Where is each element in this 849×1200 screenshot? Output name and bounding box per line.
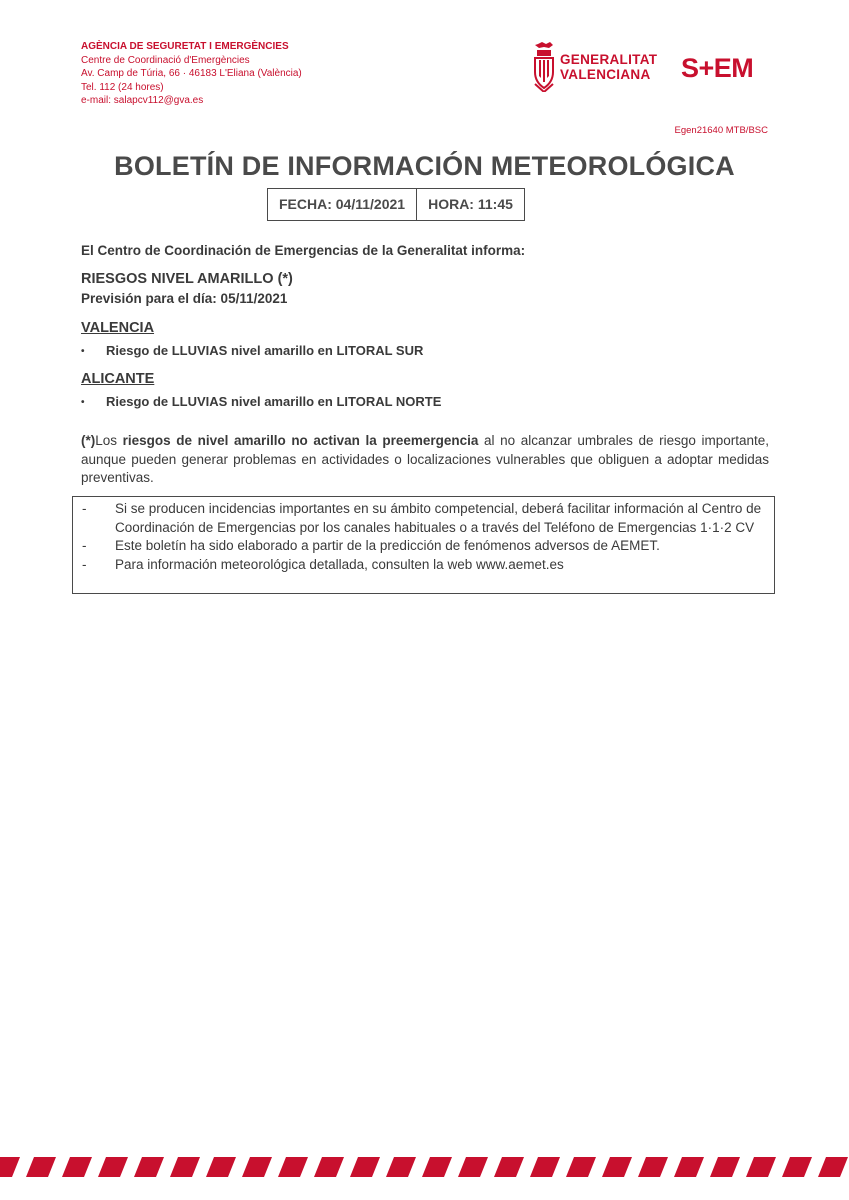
agency-address: Av. Camp de Túria, 66 · 46183 L'Eliana (València) <box>81 68 302 79</box>
note-bold: riesgos de nivel amarillo no activan la preemergencia <box>122 433 479 448</box>
list-item <box>81 343 423 360</box>
stripe-mark <box>350 1157 380 1177</box>
time-cell: HORA: 11:45 <box>416 189 524 220</box>
stripe-mark <box>134 1157 164 1177</box>
info-item-aemet-web: Para información meteorológica detallada, consulten la web www.aemet.es <box>115 556 564 572</box>
stripe-mark <box>602 1157 632 1177</box>
document-reference: Egen21640 MTB/BSC <box>674 125 768 136</box>
stripe-mark <box>314 1157 344 1177</box>
bullet-icon: • <box>81 397 85 408</box>
stripe-mark <box>98 1157 128 1177</box>
intro-text: El Centro de Coordinación de Emergencias de la Generalitat informa: <box>81 243 526 258</box>
region-heading-valencia: VALENCIA <box>81 320 155 336</box>
stripe-mark <box>206 1157 236 1177</box>
stripe-mark <box>494 1157 524 1177</box>
risk-item-valencia: Riesgo de LLUVIAS nivel amarillo en LITORAL SUR <box>106 343 424 358</box>
note-prefix: (*) <box>81 433 96 448</box>
agency-phone: Tel. 112 (24 hores) <box>81 81 164 93</box>
list-item <box>81 394 441 411</box>
stripe-mark <box>422 1157 452 1177</box>
list-item <box>73 500 774 537</box>
yellow-level-note <box>81 432 769 488</box>
agency-center: Centre de Coordinació d'Emergències <box>81 54 250 66</box>
agency-name: AGÈNCIA DE SEGURETAT I EMERGÈNCIES <box>81 41 289 52</box>
gv-logo-line1: GENERALITAT <box>560 52 658 67</box>
generalitat-valenciana-logo <box>533 42 658 92</box>
footer-stripes <box>0 1157 849 1177</box>
stripe-mark <box>710 1157 740 1177</box>
dash-marker: - <box>82 501 87 516</box>
stripe-mark <box>782 1157 812 1177</box>
stripe-mark <box>530 1157 560 1177</box>
stripe-mark <box>674 1157 704 1177</box>
stripe-mark <box>170 1157 200 1177</box>
stripe-mark <box>0 1157 20 1177</box>
note-intro: Los <box>95 433 123 448</box>
info-box <box>72 496 775 594</box>
stripe-mark <box>458 1157 488 1177</box>
region-heading-alicante: ALICANTE <box>81 371 155 387</box>
sem-logo: S+EM <box>681 53 754 83</box>
stripe-mark <box>386 1157 416 1177</box>
stripe-mark <box>818 1157 848 1177</box>
dash-marker: - <box>82 556 87 572</box>
bullet-icon: • <box>81 346 85 357</box>
date-time-box <box>267 188 525 221</box>
agency-email: e-mail: salapcv112@gva.es <box>81 95 204 106</box>
gv-logo-line2: VALENCIANA <box>560 67 651 82</box>
info-item-incidents: Si se producen incidencias importantes en su ámbito competencial, deberá facilitar información al Centro de Coordinación de Emergencias por los canales habituales o a través del Teléfono de Emergencias 1·1·2 CV <box>115 501 762 535</box>
forecast-date: Previsión para el día: 05/11/2021 <box>81 291 288 306</box>
page-title: BOLETÍN DE INFORMACIÓN METEOROLÓGICA <box>114 151 735 181</box>
agency-contact-block <box>81 40 302 108</box>
stripe-mark <box>62 1157 92 1177</box>
date-cell: FECHA: 04/11/2021 <box>279 196 406 212</box>
stripe-mark <box>26 1157 56 1177</box>
note-rest: al no alcanzar umbrales de riesgo importante, aunque pueden generar problemas en actividades o localizaciones vulnerables que obliguen a adoptar medidas preventivas. <box>81 433 769 485</box>
list-item <box>73 537 774 556</box>
gv-shield-icon <box>533 42 555 92</box>
stripe-mark <box>638 1157 668 1177</box>
risk-item-alicante: Riesgo de LLUVIAS nivel amarillo en LITORAL NORTE <box>106 394 442 409</box>
risk-level-title: RIESGOS NIVEL AMARILLO (*) <box>81 271 293 287</box>
stripe-mark <box>746 1157 776 1177</box>
list-item <box>73 556 774 575</box>
info-item-aemet-source: Este boletín ha sido elaborado a partir de la predicción de fenómenos adversos de AEMET. <box>115 538 660 553</box>
stripe-mark <box>242 1157 272 1177</box>
stripe-mark <box>566 1157 596 1177</box>
gv-logo-text <box>560 52 657 82</box>
dash-marker: - <box>82 538 87 553</box>
stripe-mark <box>278 1157 308 1177</box>
